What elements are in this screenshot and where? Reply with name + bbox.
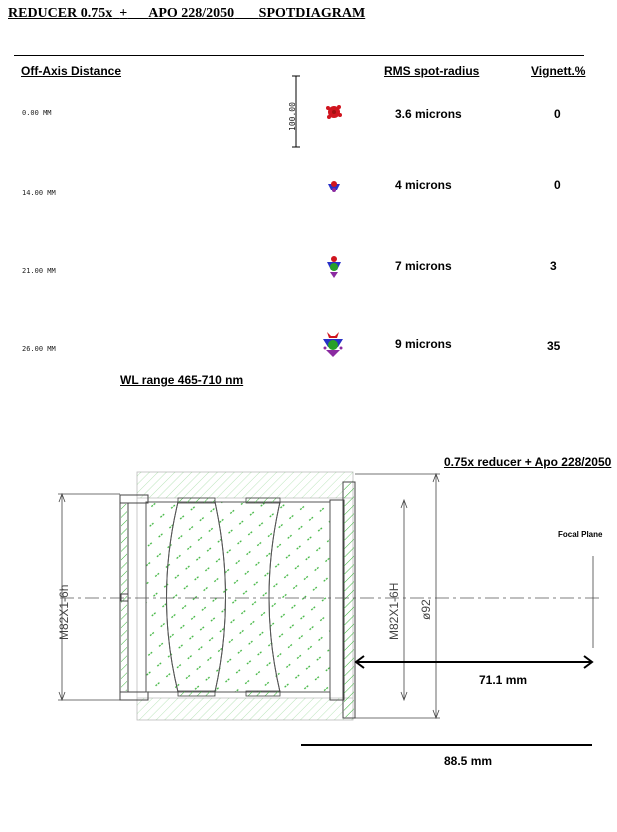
title-reducer: REDUCER 0.75x <box>8 6 113 21</box>
reducer-drawing <box>0 460 617 780</box>
row3-spot-diagram <box>324 254 344 280</box>
row3-distance: 21.00 MM <box>22 267 56 275</box>
diagram-caption: 0.75x reducer + Apo 228/2050 <box>444 455 612 469</box>
back-focus-label: 71.1 mm <box>479 673 528 687</box>
row1-vignetting: 0 <box>554 107 561 121</box>
wavelength-range-label: WL range 465-710 nm <box>120 373 244 387</box>
row1-spot-diagram <box>324 102 344 122</box>
header-off-axis-distance: Off-Axis Distance <box>21 64 122 78</box>
thread-left-label: M82X1-6h <box>57 584 71 640</box>
lens-elements <box>146 502 330 692</box>
thread-right-label: M82X1-6H <box>387 582 401 640</box>
thread-right-dimension <box>401 500 407 700</box>
row3-rms: 7 microns <box>395 259 452 273</box>
title-plus: + <box>119 6 128 21</box>
row4-vignetting: 35 <box>547 339 561 353</box>
row2-distance: 14.00 MM <box>22 189 56 197</box>
title-spotdiagram: SPOTDIAGRAM <box>258 6 366 21</box>
row2-rms: 4 microns <box>395 178 452 192</box>
row3-vignetting: 3 <box>550 259 557 273</box>
row2-vignetting: 0 <box>554 178 561 192</box>
row4-distance: 26.00 MM <box>22 345 56 353</box>
header-vignetting: Vignett.% <box>531 64 586 78</box>
row4-rms: 9 microns <box>395 337 452 351</box>
page-title <box>8 6 365 22</box>
row4-spot-diagram <box>321 330 345 358</box>
back-focus-arrow <box>356 656 592 668</box>
row1-distance: 0.00 MM <box>22 109 52 117</box>
header-rms-spot-radius: RMS spot-radius <box>384 64 480 78</box>
housing-bottom-band <box>137 698 353 720</box>
housing-top-band <box>137 472 353 498</box>
diameter-label: ø92 <box>419 599 433 620</box>
total-length-label: 88.5 mm <box>444 754 493 768</box>
header-divider <box>14 55 584 56</box>
scale-bar-label: 100.00 <box>287 102 297 131</box>
row1-rms: 3.6 microns <box>395 107 462 121</box>
focal-plane-label: Focal Plane <box>558 530 603 539</box>
title-apo: APO 228/2050 <box>148 6 235 21</box>
row2-spot-diagram <box>325 178 343 196</box>
